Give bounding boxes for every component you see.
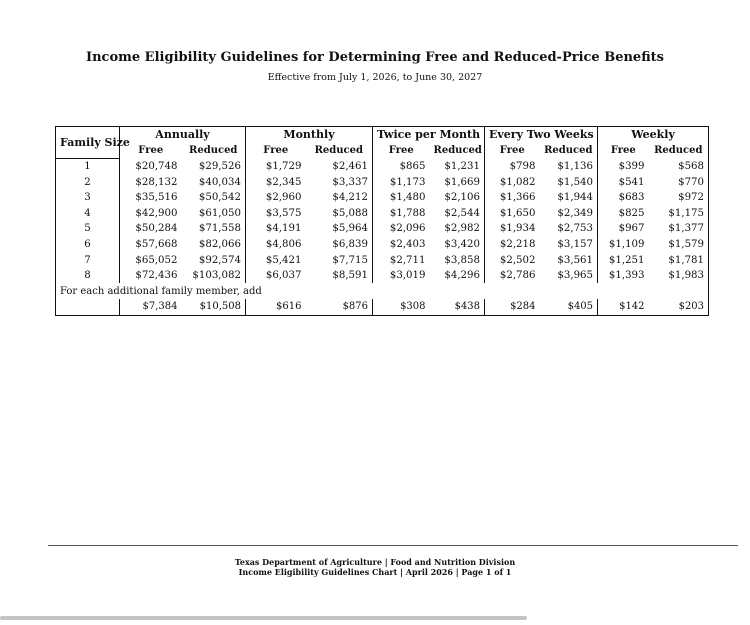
table-cell: $3,561 — [557, 254, 594, 266]
table-cell: $2,544 — [444, 207, 481, 219]
table-cell: $1,366 — [485, 190, 540, 206]
table-row — [56, 158, 709, 174]
table-cell: $2,502 — [485, 252, 540, 268]
additional-member-cell: $876 — [342, 301, 369, 313]
table-cell: $2,786 — [485, 268, 540, 284]
table-cell: $50,284 — [120, 221, 182, 237]
table-cell: $65,052 — [120, 252, 182, 268]
table-cell: $1,788 — [373, 205, 430, 221]
table-cell: $6,037 — [246, 268, 306, 284]
table-cell: $42,900 — [120, 205, 182, 221]
sub-header-free: Free — [485, 143, 540, 159]
table-cell: $3,420 — [444, 238, 481, 250]
footer-divider — [48, 545, 738, 546]
table-cell: $1,136 — [557, 160, 594, 172]
family-size-cell: 6 — [84, 238, 91, 250]
table-cell: $1,650 — [485, 205, 540, 221]
page-subtitle: Effective from July 1, 2026, to June 30, 2027 — [267, 72, 483, 83]
group-header-weekly: Weekly — [598, 127, 709, 143]
table-row — [56, 174, 709, 190]
table-row — [56, 268, 709, 284]
sub-header-reduced: Reduced — [544, 144, 593, 156]
table-cell: $541 — [598, 174, 649, 190]
additional-member-cell: $438 — [454, 301, 481, 313]
additional-member-cell: $7,384 — [120, 299, 182, 315]
family-size-cell: 3 — [84, 192, 91, 204]
table-cell: $5,421 — [246, 252, 306, 268]
table-cell: $3,575 — [246, 205, 306, 221]
table-cell: $20,748 — [120, 158, 182, 174]
table-cell: $2,711 — [373, 252, 430, 268]
table-cell: $40,034 — [198, 176, 241, 188]
sub-header-row — [56, 143, 709, 159]
sub-header-free: Free — [246, 143, 306, 159]
table-cell: $2,403 — [373, 237, 430, 253]
table-cell: $1,983 — [668, 270, 705, 282]
horizontal-scrollbar-thumb[interactable] — [0, 616, 527, 620]
group-header-every-two-weeks: Every Two Weeks — [485, 127, 598, 143]
footer-line-2: Income Eligibility Guidelines Chart | April 2026 | Page 1 of 1 — [238, 567, 512, 577]
table-cell: $967 — [598, 221, 649, 237]
empty-cell — [56, 299, 120, 315]
table-cell: $29,526 — [198, 160, 241, 172]
table-cell: $825 — [598, 205, 649, 221]
table-cell: $4,191 — [246, 221, 306, 237]
table-cell: $3,337 — [332, 176, 369, 188]
sub-header-free: Free — [120, 143, 182, 159]
table-cell: $5,088 — [332, 207, 369, 219]
table-cell: $865 — [373, 158, 430, 174]
table-cell: $1,393 — [598, 268, 649, 284]
table-row — [56, 221, 709, 237]
table-cell: $1,109 — [598, 237, 649, 253]
sub-header-reduced: Reduced — [654, 144, 703, 156]
page-title: Income Eligibility Guidelines for Determining Free and Reduced-Price Benefits — [86, 50, 664, 65]
group-header-annually: Annually — [120, 127, 246, 143]
table-cell: $1,251 — [598, 252, 649, 268]
table-cell: $57,668 — [120, 237, 182, 253]
table-cell: $71,558 — [198, 223, 241, 235]
family-size-cell: 4 — [84, 207, 91, 219]
table-cell: $2,982 — [444, 223, 481, 235]
table-cell: $1,944 — [557, 192, 594, 204]
table-cell: $3,965 — [557, 270, 594, 282]
table-cell: $568 — [678, 160, 705, 172]
table-row — [56, 190, 709, 206]
additional-member-cell: $616 — [246, 299, 306, 315]
table-cell: $2,345 — [246, 174, 306, 190]
table-cell: $1,729 — [246, 158, 306, 174]
table-cell: $92,574 — [198, 254, 241, 266]
table-cell: $3,019 — [373, 268, 430, 284]
table-cell: $2,960 — [246, 190, 306, 206]
table-cell: $399 — [598, 158, 649, 174]
table-cell: $2,096 — [373, 221, 430, 237]
table-cell: $72,436 — [120, 268, 182, 284]
table-cell: $4,806 — [246, 237, 306, 253]
table-cell: $1,173 — [373, 174, 430, 190]
table-cell: $6,839 — [332, 238, 369, 250]
family-size-cell: 5 — [84, 223, 91, 235]
additional-member-cell: $142 — [598, 299, 649, 315]
group-header-twice-per-month: Twice per Month — [373, 127, 485, 143]
sub-header-reduced: Reduced — [189, 144, 238, 156]
table-cell: $50,542 — [198, 192, 241, 204]
table-cell: $5,964 — [332, 223, 369, 235]
table-cell: $1,669 — [444, 176, 481, 188]
table-cell: $28,132 — [120, 174, 182, 190]
table-cell: $8,591 — [332, 270, 369, 282]
table-cell: $2,349 — [557, 207, 594, 219]
table-cell: $1,377 — [668, 223, 705, 235]
table-row — [56, 252, 709, 268]
family-size-cell: 1 — [84, 160, 91, 172]
table-cell: $2,106 — [444, 192, 481, 204]
table-cell: $4,212 — [332, 192, 369, 204]
table-cell: $1,082 — [485, 174, 540, 190]
table-cell: $7,715 — [332, 254, 369, 266]
table-cell: $1,231 — [444, 160, 481, 172]
table-cell: $103,082 — [192, 270, 241, 282]
additional-member-label: For each additional family member, add — [60, 285, 262, 297]
sub-header-reduced: Reduced — [314, 144, 363, 156]
page-footer — [0, 557, 750, 577]
table-cell: $2,753 — [557, 223, 594, 235]
table-cell: $798 — [485, 158, 540, 174]
table-cell: $770 — [678, 176, 705, 188]
family-size-cell: 2 — [84, 176, 91, 188]
sub-header-free: Free — [373, 143, 430, 159]
table-cell: $1,175 — [668, 207, 705, 219]
table-cell: $1,480 — [373, 190, 430, 206]
sub-header-free: Free — [598, 143, 649, 159]
table-cell: $1,540 — [557, 176, 594, 188]
group-header-monthly: Monthly — [246, 127, 373, 143]
table-cell: $3,858 — [444, 254, 481, 266]
table-cell: $2,218 — [485, 237, 540, 253]
footer-line-1: Texas Department of Agriculture | Food and Nutrition Division — [234, 557, 516, 567]
table-cell: $61,050 — [198, 207, 241, 219]
table-cell: $1,934 — [485, 221, 540, 237]
family-size-cell: 7 — [84, 254, 91, 266]
family-size-cell: 8 — [84, 270, 91, 282]
additional-member-cell: $284 — [485, 299, 540, 315]
table-row — [56, 237, 709, 253]
additional-member-label-row — [56, 283, 709, 299]
table-cell: $1,579 — [668, 238, 705, 250]
additional-member-cell: $10,508 — [199, 301, 241, 313]
table-cell: $2,461 — [332, 160, 369, 172]
additional-member-row — [56, 299, 709, 315]
family-size-header: Family Size — [56, 127, 120, 159]
income-eligibility-table — [55, 126, 709, 316]
sub-header-reduced: Reduced — [433, 144, 482, 156]
table-cell: $683 — [598, 190, 649, 206]
table-row — [56, 205, 709, 221]
additional-member-cell: $308 — [373, 299, 430, 315]
additional-member-cell: $405 — [567, 301, 594, 313]
table-cell: $4,296 — [444, 270, 481, 282]
table-cell: $3,157 — [557, 238, 594, 250]
table-cell: $35,516 — [120, 190, 182, 206]
group-header-row — [56, 127, 709, 143]
table-cell: $82,066 — [198, 238, 241, 250]
table-cell: $972 — [678, 192, 705, 204]
additional-member-cell: $203 — [678, 301, 705, 313]
table-cell: $1,781 — [668, 254, 705, 266]
